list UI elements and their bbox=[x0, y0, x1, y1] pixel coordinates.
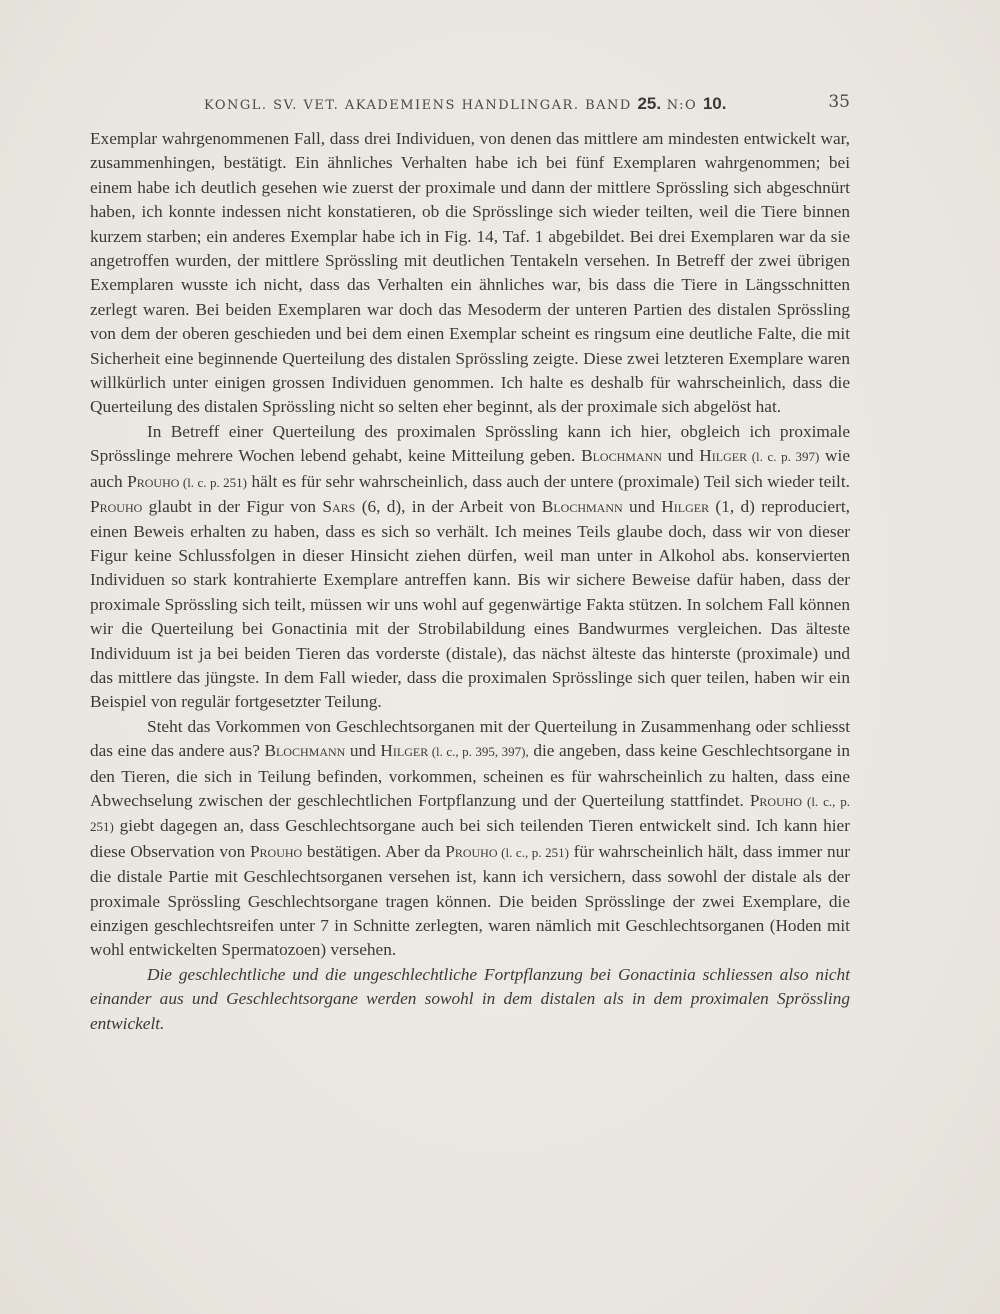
paragraph-3 bbox=[90, 715, 850, 963]
text-segment: Blochmann bbox=[264, 741, 346, 761]
text-segment: Die geschlechtliche und die ungeschlechtliche Fortpflanzung bei Gonactinia schliessen also nicht einander aus und Geschlechtsorgane werden sowohl in dem distalen als in dem proximalen Sprössling entwickelt. bbox=[90, 964, 850, 1033]
text-segment: Sars bbox=[322, 497, 356, 517]
text-segment: Prouho bbox=[749, 790, 803, 810]
paragraph-4 bbox=[90, 963, 850, 1036]
text-segment: (1, d) reproduciert, einen Beweis erhalten zu haben, dass es sich so verhält. Ich meines Teils glaube doch, dass wir von dieser Figur keine Schlussfolgen in dieser Hinsicht ziehen dürfen, weil man unter in Alkohol abs. konservierten Individuen so stark kontrahierte Exemplare antreffen kann. Bis wir sichere Beweise dafür haben, dass der proximale Sprössling sich teilt, müssen wir uns wohl auf gegenwärtige Fakta stützen. In solchem Fall können wir die Querteilung bei Gonactinia mit der Strobilabildung eines Bandwurmes vergleichen. Das älteste Individuum ist ja bei beiden Tieren das vorderste (distale), das nächst älteste das hinterste (proximale) und das mittlere das jüngste. In dem Fall wieder, dass die proximalen Sprösslinge sich quer teilen, haben wir ein Beispiel von regulär fortgesetzter Teilung. bbox=[90, 497, 850, 712]
body-text bbox=[90, 127, 850, 1036]
number-label: N:O bbox=[666, 98, 698, 113]
text-segment: die angeben, dass keine Geschlechtsorgane in den Tieren, die sich in Teilung befinden, vorkommen, scheinen es für wahrscheinlich zu halten, dass eine Abwechselung zwischen der geschlechtlichen Fortpflanzung und der Querteilung stattfindet. bbox=[90, 741, 850, 810]
volume-number: 25. bbox=[637, 94, 662, 113]
text-segment: (l. c., p. 251) bbox=[497, 844, 569, 860]
text-segment: hält es für sehr wahrscheinlich, dass auch der untere (proximale) Teil sich wieder teilt. bbox=[247, 471, 850, 491]
text-segment: bestätigen. Aber da bbox=[302, 841, 446, 861]
text-segment: für wahrscheinlich hält, dass immer nur die distale Partie mit Geschlechtsorganen versehen ist, kann ich versichern, dass sowohl der distale als der proximale Sprössling Geschlechtsorgane tragen können. Die beiden Sprösslinge der zwei Exemplare, die einzigen geschlechtsreifen unter 7 in Schnitte zerlegten, waren nämlich mit Geschlechtsorganen (Hoden mit wohl entwickelten Spermatozoen) versehen. bbox=[90, 841, 850, 960]
text-segment: (l. c., p. 395, 397), bbox=[428, 744, 529, 760]
text-segment: (6, d), in der Arbeit von bbox=[355, 497, 542, 517]
text-segment: Prouho bbox=[90, 497, 143, 517]
page-header bbox=[90, 92, 850, 118]
text-segment: (l. c. p. 251) bbox=[179, 474, 247, 490]
paragraph-1 bbox=[90, 127, 850, 420]
page-number: 35 bbox=[828, 92, 850, 112]
text-segment: In Betreff einer Querteilung des proximalen Sprössling kann ich hier, obgleich ich proximale Sprösslinge mehrere Wochen lebend gehabt, keine Mitteilung geben. bbox=[90, 421, 850, 466]
text-segment: Hilger bbox=[380, 741, 429, 761]
text-segment: Prouho bbox=[127, 471, 180, 491]
text-segment: Steht das Vorkommen von Geschlechtsorganen mit der Querteilung in Zusammenhang oder schliesst das eine das andere aus? bbox=[90, 716, 850, 761]
text-segment: (l. c., p. 251) bbox=[90, 793, 850, 835]
text-segment: Prouho bbox=[445, 841, 498, 861]
text-segment: glaubt in der Figur von bbox=[142, 497, 323, 517]
text-segment: (l. c. p. 397) bbox=[747, 449, 820, 465]
running-head-prefix: KONGL. SV. VET. AKADEMIENS HANDLINGAR. BAND bbox=[204, 98, 632, 113]
text-segment: Hilger bbox=[699, 446, 748, 466]
text-segment: giebt dagegen an, dass Geschlechtsorgane auch bei sich teilenden Tieren entwickelt sind. Ich kann hier diese Observation von bbox=[90, 816, 850, 861]
paragraph-2 bbox=[90, 420, 850, 715]
issue-number: 10. bbox=[702, 94, 727, 113]
text-segment: Hilger bbox=[661, 497, 710, 517]
text-segment: Prouho bbox=[249, 841, 303, 861]
text-segment: Blochmann bbox=[541, 497, 623, 517]
text-segment: und bbox=[661, 446, 700, 466]
text-segment: und bbox=[622, 497, 662, 517]
text-segment: Blochmann bbox=[581, 446, 662, 466]
running-head bbox=[204, 94, 726, 114]
text-segment: und bbox=[345, 741, 381, 761]
text-segment: wie auch bbox=[90, 446, 851, 491]
text-segment: Exemplar wahrgenommenen Fall, dass drei Individuen, von denen das mittlere am mindesten entwickelt war, zusammenhingen, bestätigt. Ein ähnliches Verhalten habe ich bei fünf Exemplaren wahrgenommen; bei einem habe ich deutlich gesehen wie zuerst der proximale und dann der mittlere Sprössling sich abgeschnürt haben, ich konnte indessen nicht konstatieren, ob die Sprösslinge sich wieder teilten, weil die Tiere binnen kurzem starben; ein anderes Exemplar habe ich in Fig. 14, Taf. 1 abgebildet. Bei drei Exemplaren war da sie angetroffen wurden, der mittlere Sprössling mit deutlichen Tentakeln versehen. In Betreff der zwei übrigen Exemplaren wusste ich nicht, dass das Verhalten ein ähnliches war, bis dass die Tiere in Längsschnitten zerlegt waren. Bei beiden Exemplaren war doch das Mesoderm der unteren Partien des distalen Sprössling von dem der oberen geschieden und bei dem einen Exemplar scheint es ringsum eine deutliche Falte, die mit Sicherheit eine beginnende Querteilung des distalen Sprössling zeigte. Diese zwei letzteren Exemplare waren willkürlich unter einigen grossen Individuen genommen. Ich halte es deshalb für wahrscheinlich, dass die Querteilung des distalen Sprössling nicht so selten eher beginnt, als der proximale sich abgelöst hat. bbox=[90, 129, 850, 417]
